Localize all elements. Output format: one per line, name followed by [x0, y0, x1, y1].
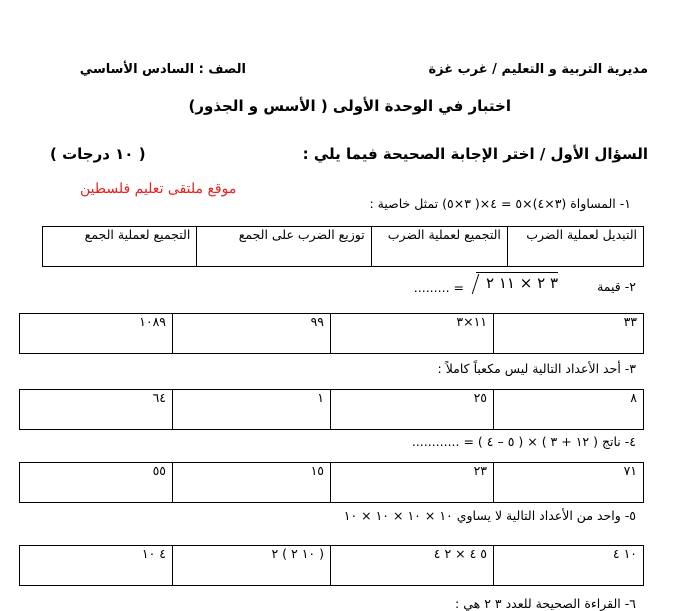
option-cell[interactable]: ٣٣ [494, 314, 644, 354]
table-row [43, 227, 644, 267]
question-3-text: ٣- أحد الأعداد التالية ليس مكعباً كاملاً : [437, 361, 636, 376]
question-2-options [19, 313, 644, 354]
option-cell[interactable]: ٨ [494, 390, 644, 430]
section-label: السؤال الأول / اختر الإجابة الصحيحة فيما يلي : [302, 145, 648, 163]
option-cell[interactable]: ٤ ١٠ [20, 546, 173, 586]
option-cell[interactable]: ٧١ [494, 463, 644, 503]
table-row [20, 546, 644, 586]
question-6-text: ٦- القراءة الصحيحة للعدد ٣ ٢ هي : [455, 596, 636, 611]
option-cell[interactable]: التجميع لعملية الجمع [43, 227, 197, 267]
option-cell[interactable]: ١٠٨٩ [20, 314, 173, 354]
option-cell[interactable]: ١٠ ٤ [494, 546, 644, 586]
question-5-text: ٥- واحد من الأعداد التالية لا يساوي ١٠ × ١٠ × ١٠ × ١٠ [343, 508, 636, 523]
option-cell[interactable]: ٩٩ [173, 314, 331, 354]
sqrt-sign [472, 274, 479, 294]
option-cell[interactable]: ٥٥ [20, 463, 173, 503]
directorate-header: مديرية التربية و التعليم / غرب غزة [428, 62, 648, 77]
option-cell[interactable]: ١ [173, 390, 331, 430]
question-4-text: ٤- ناتج ( ١٢ + ٣ ) × ( ٥ – ٤ ) = ............ [411, 434, 636, 449]
option-cell[interactable]: ٢٣ [331, 463, 494, 503]
table-row [20, 314, 644, 354]
section-marks: ( ١٠ درجات ) [50, 145, 146, 163]
question-4-options [19, 462, 644, 503]
option-cell[interactable]: ( ١٠ ٢ ) ٢ [173, 546, 331, 586]
question-1-text: ١- المساواة (٣×٤)×٥ = ٤×( ٣×٥) تمثل خاصية : [369, 196, 631, 211]
option-cell[interactable]: ٥ ٤ × ٢ ٤ [331, 546, 494, 586]
table-row [20, 390, 644, 430]
question-1-options [42, 226, 644, 267]
option-cell[interactable]: ١١×٣ [331, 314, 494, 354]
option-cell[interactable]: توزيع الضرب على الجمع [197, 227, 371, 267]
grade-header: الصف : السادس الأساسي [79, 62, 246, 77]
table-row [20, 463, 644, 503]
option-cell[interactable]: التجميع لعملية الضرب [371, 227, 507, 267]
question-2-tail: = ......... [413, 280, 464, 295]
exam-title: اختبار في الوحدة الأولى ( الأسس و الجذور) [188, 97, 511, 115]
question-2-text: ٢- قيمة [597, 279, 636, 294]
sqrt-bar [476, 272, 558, 273]
option-cell[interactable]: ٢٥ [331, 390, 494, 430]
option-cell[interactable]: التبديل لعملية الضرب [507, 227, 643, 267]
question-2-expression: ٣ ٢ × ١١ ٢ [486, 274, 558, 292]
option-cell[interactable]: ١٥ [173, 463, 331, 503]
site-watermark: موقع ملتقى تعليم فلسطين [80, 181, 237, 197]
question-5-options [19, 545, 644, 586]
option-cell[interactable]: ٦٤ [20, 390, 173, 430]
question-3-options [19, 389, 644, 430]
